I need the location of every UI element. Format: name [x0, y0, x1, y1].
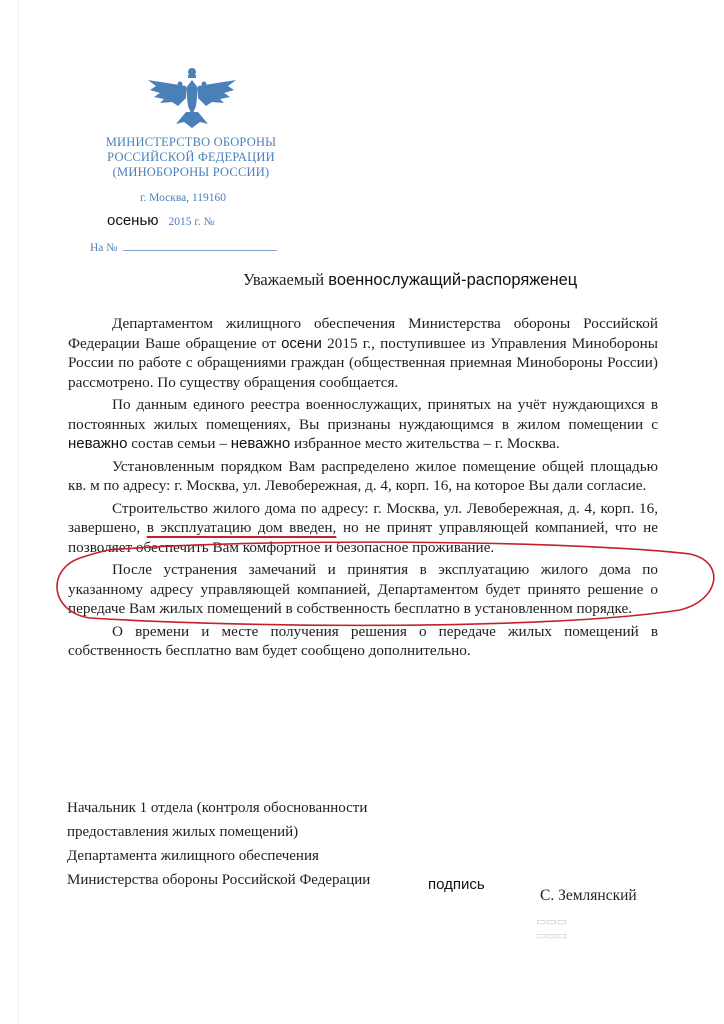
- signer-position-line-1: Начальник 1 отдела (контроля обоснованности: [67, 800, 368, 816]
- ministry-line-3: (МИНОБОРОНЫ РОССИИ): [112, 165, 270, 179]
- underlined-phrase: в эксплуатацию дом введен,: [146, 519, 337, 536]
- paragraph-2-text-b: состав семьи –: [131, 435, 227, 452]
- signature-block: [67, 796, 370, 892]
- paragraph-1-text-a: Департаментом жилищного обеспечения Министерства обороны Российской Федерации Ваше обращение от: [68, 315, 658, 352]
- ministry-address: г. Москва, 119160: [140, 192, 227, 204]
- reference-number-label: На №: [90, 242, 118, 254]
- inserted-date-word: осени: [281, 334, 322, 352]
- paragraph-5: После устранения замечаний и принятия в эксплуатацию жилого дома по указанному адресу управляющей компанией, Департаментом будет принято решение о передаче Вам жилых помещений в собственность бесплатно в установленном порядке.: [68, 561, 658, 617]
- handwritten-signature-placeholder: подпись: [428, 876, 485, 893]
- paragraph-4-text-b: но не принят управляющей компанией, что не позволяет обеспечить Вам комфортное и безопасное проживание.: [68, 519, 659, 556]
- inserted-family-redacted: неважно: [230, 435, 291, 452]
- ministry-header: [98, 135, 284, 180]
- ministry-line-2: РОССИЙСКОЙ ФЕДЕРАЦИИ: [107, 150, 275, 164]
- handwritten-date: осенью: [107, 212, 159, 229]
- greeting-addressee: военнослужащий-распоряженец: [328, 271, 578, 289]
- paragraph-2-text-c: избранное место жительства – г. Москва.: [293, 435, 560, 452]
- paragraph-4-text-a: Строительство жилого дома по адресу: г. Москва, ул. Левобережная, д. 4, корп. 16, завершено,: [68, 499, 658, 536]
- signer-position-line-3: Департамента жилищного обеспечения: [67, 848, 319, 864]
- inserted-date-redacted: неважно: [68, 435, 128, 452]
- reference-number-blank: [123, 240, 277, 251]
- signer-position-line-2: предоставления жилых помещений): [67, 824, 299, 840]
- signer-position-line-4: Министерства обороны Российской Федерации: [67, 872, 371, 888]
- reference-number-row: [90, 240, 277, 254]
- greeting: [243, 270, 577, 290]
- paragraph-3: Установленным порядком Вам распределено жилое помещение общей площадью кв. м по адресу: г. Москва, ул. Левобережная, д. 4, корп. 16, на которое Вы дали согласие.: [68, 457, 658, 494]
- signer-name: С. Землянский: [540, 887, 637, 904]
- paragraph-1: [68, 314, 658, 392]
- greeting-prefix: Уважаемый: [243, 270, 325, 289]
- faint-bleed-through-marks: ▭▭▭ ▭▭▭: [536, 916, 568, 942]
- paragraph-2-text-a: По данным единого реестра военнослужащих, принятых на учёт нуждающихся в постоянных жилых помещениях, Вы признаны нуждающимся в жилом помещении с: [68, 396, 658, 433]
- paragraph-2: [68, 395, 658, 454]
- letter-date-row: [107, 212, 215, 230]
- red-highlight-oval: [50, 540, 715, 630]
- letter-year-number: 2015 г. №: [168, 216, 215, 228]
- double-headed-eagle-emblem: [146, 66, 238, 128]
- ministry-line-1: МИНИСТЕРСТВО ОБОРОНЫ: [105, 135, 277, 149]
- paragraph-1-text-b: 2015 г., поступившее из Управления Минобороны России по работе с обращениями граждан (общественная приемная Минобороны России) рассмотрено. По существу обращения сообщается.: [68, 334, 659, 391]
- page-edge-shadow: [18, 0, 19, 1024]
- paragraph-6: О времени и месте получения решения о передаче жилых помещений в собственность бесплатно вам будет сообщено дополнительно.: [68, 622, 658, 659]
